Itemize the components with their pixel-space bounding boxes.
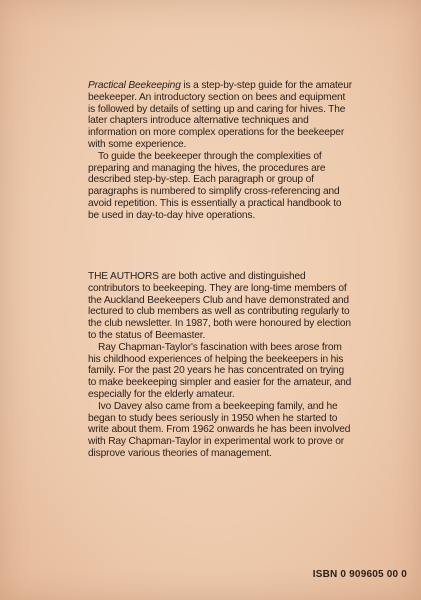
description-block bbox=[88, 80, 353, 222]
book-title-italic: Practical Beekeeping bbox=[88, 80, 181, 91]
isbn-number: ISBN 0 909605 00 0 bbox=[312, 569, 407, 580]
intro-paragraph-1-text: is a step-by-step guide for the amateur beekeeper. An introductory section on bees and equipment is followed by details of setting up and caring for hives. The later chapters introduce alternative techniques and information on more complex operations for the beekeeper with some experience. bbox=[88, 80, 352, 150]
authors-paragraph-2: Ray Chapman-Taylor's fascination with bees arose from his childhood experiences of helping the beekeepers in his family. For the past 20 years he has concentrated on trying to make beekeeping simpler and easier for the amateur, and especially for the elderly amateur. bbox=[88, 341, 352, 400]
intro-paragraph-2: To guide the beekeeper through the complexities of preparing and managing the hives, the procedures are described step-by-step. Each paragraph or group of paragraphs is numbered to simplify cross-referencing and avoid repetition. This is essentially a practical handbook to be used in day-to-day hive operations. bbox=[88, 150, 342, 221]
authors-heading: THE AUTHORS bbox=[88, 271, 159, 282]
authors-paragraph-1 bbox=[88, 271, 353, 342]
intro-paragraph-1 bbox=[88, 80, 353, 151]
authors-block bbox=[88, 271, 353, 460]
authors-paragraph-1-text: are both active and distinguished contributors to beekeeping. They are long-time members of the Auckland Beekeepers Club and have demonstrated and lectured to club members as well as contributing regularly to the club newsletter. In 1987, both were honoured by election to the status of Beemaster. bbox=[88, 271, 351, 341]
authors-paragraph-3: Ivo Davey also came from a beekeeping family, and he began to study bees seriously in 1950 when he started to write about them. From 1962 onwards he has been involved with Ray Chapman-Taylor in experimental work to prove or disprove various theories of management. bbox=[88, 400, 351, 459]
